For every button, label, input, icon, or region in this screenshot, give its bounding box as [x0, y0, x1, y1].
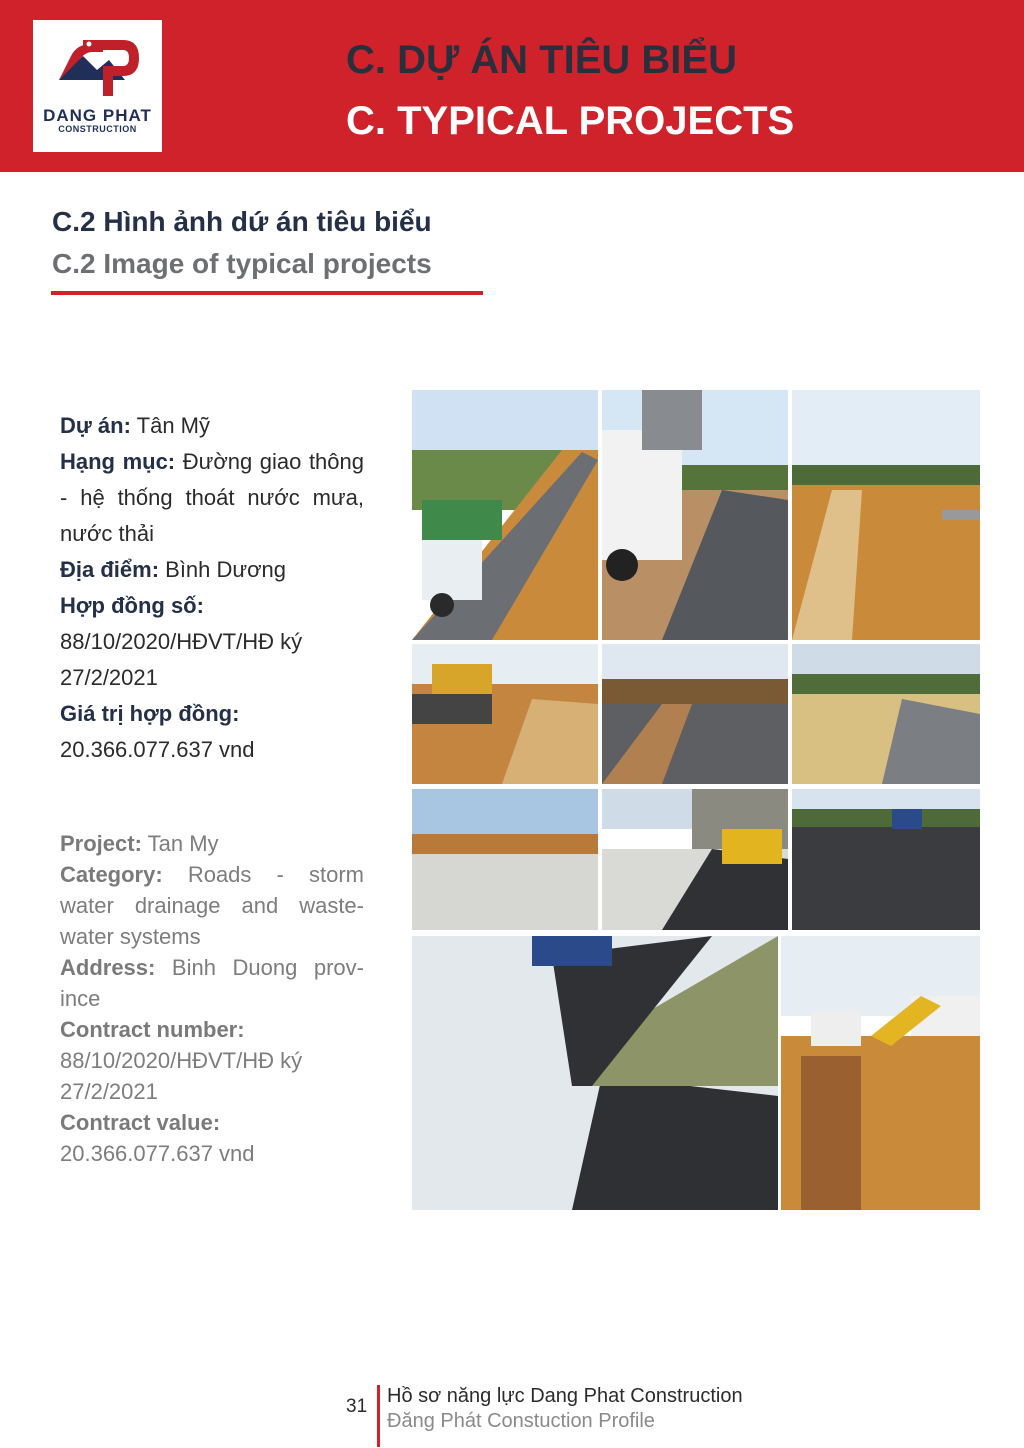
category-value: Roads - storm water drainage and waste-water systems: [60, 862, 364, 949]
contract-value: 88/10/2020/HĐVT/HĐ ký 27/2/2021: [60, 1048, 303, 1104]
project-value: Tân Mỹ: [130, 413, 210, 438]
footer-title-vi: Hồ sơ năng lực Dang Phat Construction: [387, 1385, 743, 1407]
location-label: Địa điểm:: [60, 557, 160, 582]
value-amount: 20.366.077.637 vnd: [60, 737, 255, 762]
photo-asphalt-road: [792, 789, 980, 930]
company-logo: [33, 20, 162, 152]
category-row: [60, 859, 364, 952]
project-value: Tan My: [141, 831, 219, 856]
location-row: [60, 552, 364, 588]
dang-phat-logo-icon: [53, 36, 141, 106]
photo-excavator-trench: [781, 936, 980, 1210]
page-number: 31: [346, 1396, 368, 1417]
contract-label-row: [60, 588, 364, 624]
header-banner: [0, 0, 1024, 172]
photo-graded-site: [792, 390, 980, 640]
address-row: [60, 952, 364, 1014]
project-label: Project:: [60, 831, 142, 856]
footer-title-en: Đăng Phát Constuction Profile: [387, 1410, 655, 1432]
photo-base-course: [602, 644, 788, 784]
project-label: Dự án:: [60, 413, 131, 438]
location-value: Bình Dương: [159, 557, 287, 582]
project-info-vi: [60, 408, 364, 768]
photo-truck-gravel: [602, 390, 788, 640]
photo-aggregate-road: [792, 644, 980, 784]
value-label-row: [60, 696, 364, 732]
photo-roller-compactor: [412, 644, 598, 784]
footer-divider: [377, 1385, 380, 1447]
contract-label-row: [60, 1014, 364, 1045]
photo-dump-truck-road: [412, 390, 598, 640]
value-label-row: [60, 1107, 364, 1138]
contract-label: Contract number:: [60, 1017, 245, 1042]
photo-finished-road-curb: [412, 936, 778, 1210]
project-info-en: [60, 828, 364, 1169]
logo-subtitle: CONSTRUCTION: [58, 124, 137, 134]
value-label: Contract value:: [60, 1110, 221, 1135]
category-label: Category:: [60, 862, 163, 887]
contract-label: Hợp đồng số:: [60, 593, 204, 618]
address-value: Binh Duong prov-ince: [60, 955, 364, 1011]
address-label: Address:: [60, 955, 156, 980]
value-label: Giá trị hợp đồng:: [60, 701, 240, 726]
contract-value: 88/10/2020/HĐVT/HĐ ký 27/2/2021: [60, 629, 303, 690]
category-row: [60, 444, 364, 552]
category-label: Hạng mục:: [60, 449, 176, 474]
project-row: [60, 828, 364, 859]
category-value: Đường giao thông - hệ thống thoát nước mưa, nước thải: [60, 449, 364, 546]
page-title-vi: C. DỰ ÁN TIÊU BIỂU: [346, 38, 737, 82]
section-underline: [51, 291, 483, 295]
value-amount: 20.366.077.637 vnd: [60, 1141, 255, 1166]
photo-cleared-road: [412, 789, 598, 930]
photo-asphalt-paver: [602, 789, 788, 930]
section-title-vi: C.2 Hình ảnh dứ án tiêu biểu: [52, 206, 432, 237]
project-row: [60, 408, 364, 444]
logo-name: DANG PHAT: [43, 106, 152, 125]
page-title-en: C. TYPICAL PROJECTS: [346, 99, 795, 143]
section-title-en: C.2 Image of typical projects: [52, 248, 432, 279]
